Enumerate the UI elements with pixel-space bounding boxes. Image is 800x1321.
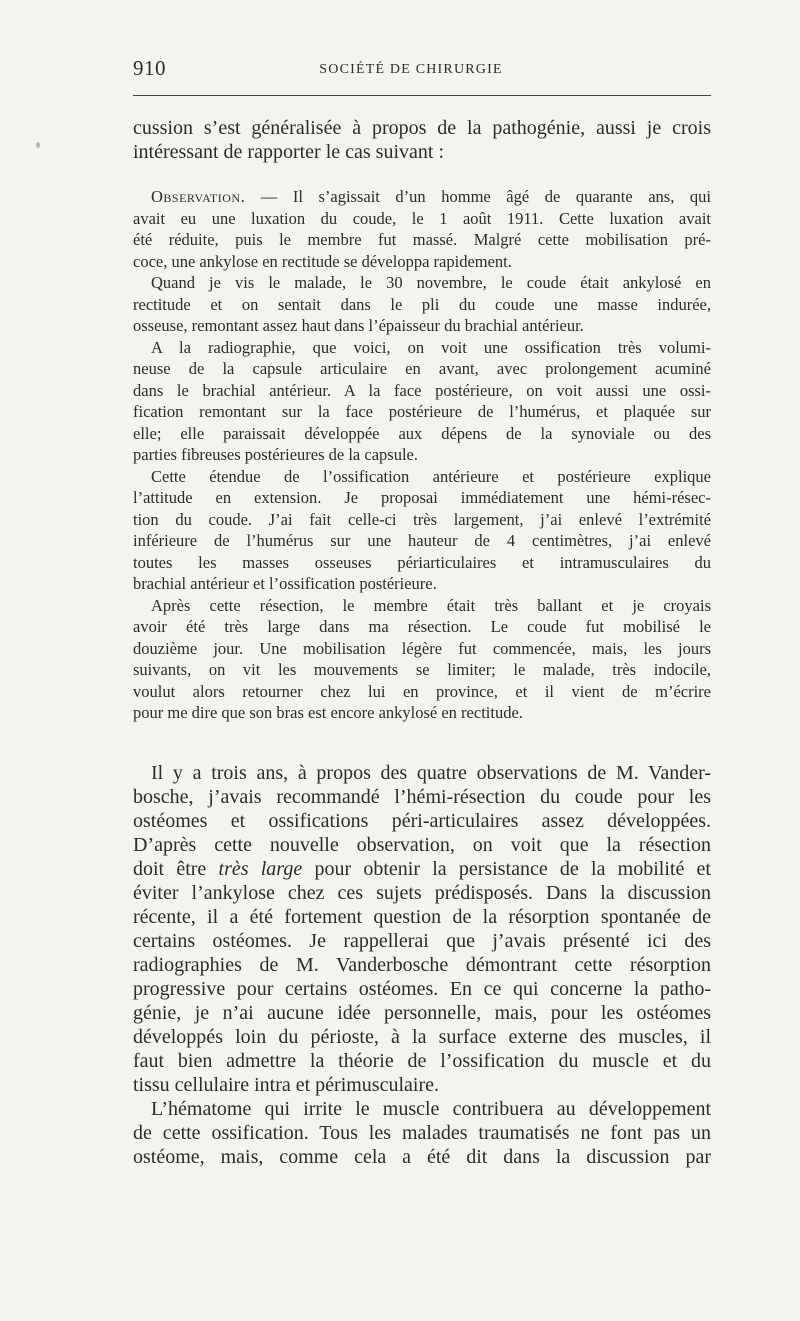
text-line [133, 857, 711, 881]
text-line: toutes les masses osseuses périarticulaires et intramusculaires du [133, 552, 711, 572]
text-line: fication remontant sur la face postérieure de l’humérus, et plaquée sur [133, 402, 711, 421]
text-line: de cette ossification. Tous les malades traumatisés ne font pas un [133, 1122, 711, 1144]
text-line: récente, il a été fortement question de la résorption spontanée de [133, 906, 711, 928]
discussion-section [133, 761, 711, 1169]
text-line: parties fibreuses postérieures de la capsule. [133, 445, 418, 464]
running-head: SOCIÉTÉ DE CHIRURGIE [319, 62, 503, 77]
observation-section [133, 186, 711, 724]
text-line: Cette étendue de l’ossification antérieure et postérieure explique [151, 466, 711, 486]
text-line: avait eu une luxation du coude, le 1 août 1911. Cette luxation avait [133, 208, 711, 228]
text-line: tion du coude. J’ai fait celle-ci très largement, j’ai enlevé l’extrémité [133, 509, 711, 529]
text-line: elle; elle paraissait développée aux dépens de la synoviale ou des [133, 423, 711, 443]
text-line: pour me dire que son bras est encore ankylosé en rectitude. [133, 703, 523, 722]
text-line: Il y a trois ans, à propos des quatre observations de M. Vander- [151, 762, 711, 784]
text-line: certains ostéomes. Je rappellerai que j’avais présenté ici des [133, 930, 711, 952]
text-line: tissu cellulaire intra et périmusculaire. [133, 1074, 439, 1096]
text-line: génie, je n’ai aucune idée personnelle, mais, pour les ostéomes [133, 1002, 711, 1024]
text-line: ostéomes et ossifications péri-articulaires assez développées. [133, 810, 711, 832]
text-line: D’après cette nouvelle observation, on voit que la résection [133, 834, 711, 856]
paper-speck [36, 142, 40, 148]
text-line: l’attitude en extension. Je proposai immédiatement une hémi-résec- [133, 488, 711, 507]
observation-first-line: — Il s’agissait d’un homme âgé de quarante ans, qui [245, 187, 711, 206]
text-line: ostéome, mais, comme cela a été dit dans la discussion par [133, 1146, 711, 1168]
text-line: développés loin du périoste, à la surface externe des muscles, il [133, 1026, 711, 1048]
intro-paragraph [133, 116, 711, 164]
text-line: rectitude et on sentait dans le pli du coude une masse indurée, [133, 294, 711, 314]
text-line: coce, une ankylose en rectitude se développa rapidement. [133, 251, 512, 271]
text-line: douzième jour. Une mobilisation légère fut commencée, mais, les jours [133, 638, 711, 658]
text-line: neuse de la capsule articulaire en avant, avec prolongement acuminé [133, 359, 711, 378]
text-line: avoir été très large dans ma résection. Le coude fut mobilisé le [133, 617, 711, 636]
text-line: progressive pour certains ostéomes. En ce qui concerne la patho- [133, 978, 711, 1000]
header-rule [133, 95, 711, 96]
text-line: Quand je vis le malade, le 30 novembre, le coude était ankylosé en [151, 273, 711, 292]
text-line: inférieure de l’humérus sur une hauteur de 4 centimètres, j’ai enlevé [133, 531, 711, 550]
text-line: radiographies de M. Vanderbosche démontrant cette résorption [133, 954, 711, 976]
text-line: dans le brachial antérieur. A la face postérieure, on voit aussi une ossi- [133, 380, 711, 400]
text-line: faut bien admettre la théorie de l’ossification du muscle et du [133, 1050, 711, 1072]
line5-end: pour obtenir la persistance de la mobilité et [302, 858, 711, 880]
text-line [133, 186, 711, 208]
text-line: suivants, on vit les mouvements se limiter; le malade, très indocile, [133, 660, 711, 679]
text-line: intéressant de rapporter le cas suivant : [133, 141, 444, 163]
text-line: A la radiographie, que voici, on voit une ossification très volumi- [151, 337, 711, 357]
text-line: voulut alors retourner chez lui en province, et il vient de m’écrire [133, 681, 711, 701]
observation-label: Observation. [151, 187, 246, 206]
text-line: bosche, j’avais recommandé l’hémi-résection du coude pour les [133, 786, 711, 808]
italic-emphasis: très large [218, 858, 303, 880]
text-line: éviter l’ankylose chez ces sujets prédisposés. Dans la discussion [133, 882, 711, 904]
line5-start: doit être [133, 858, 219, 880]
text-line: été réduite, puis le membre fut massé. Malgré cette mobilisation pré- [133, 230, 711, 249]
text-line: osseuse, remontant assez haut dans l’épaisseur du brachial antérieur. [133, 316, 584, 335]
text-line: brachial antérieur et l’ossification postérieure. [133, 574, 437, 593]
text-line: Après cette résection, le membre était très ballant et je croyais [151, 595, 711, 615]
text-line: L’hématome qui irrite le muscle contribuera au développement [151, 1098, 711, 1120]
text-line: cussion s’est généralisée à propos de la pathogénie, aussi je crois [133, 117, 711, 139]
page-number: 910 [133, 56, 166, 80]
